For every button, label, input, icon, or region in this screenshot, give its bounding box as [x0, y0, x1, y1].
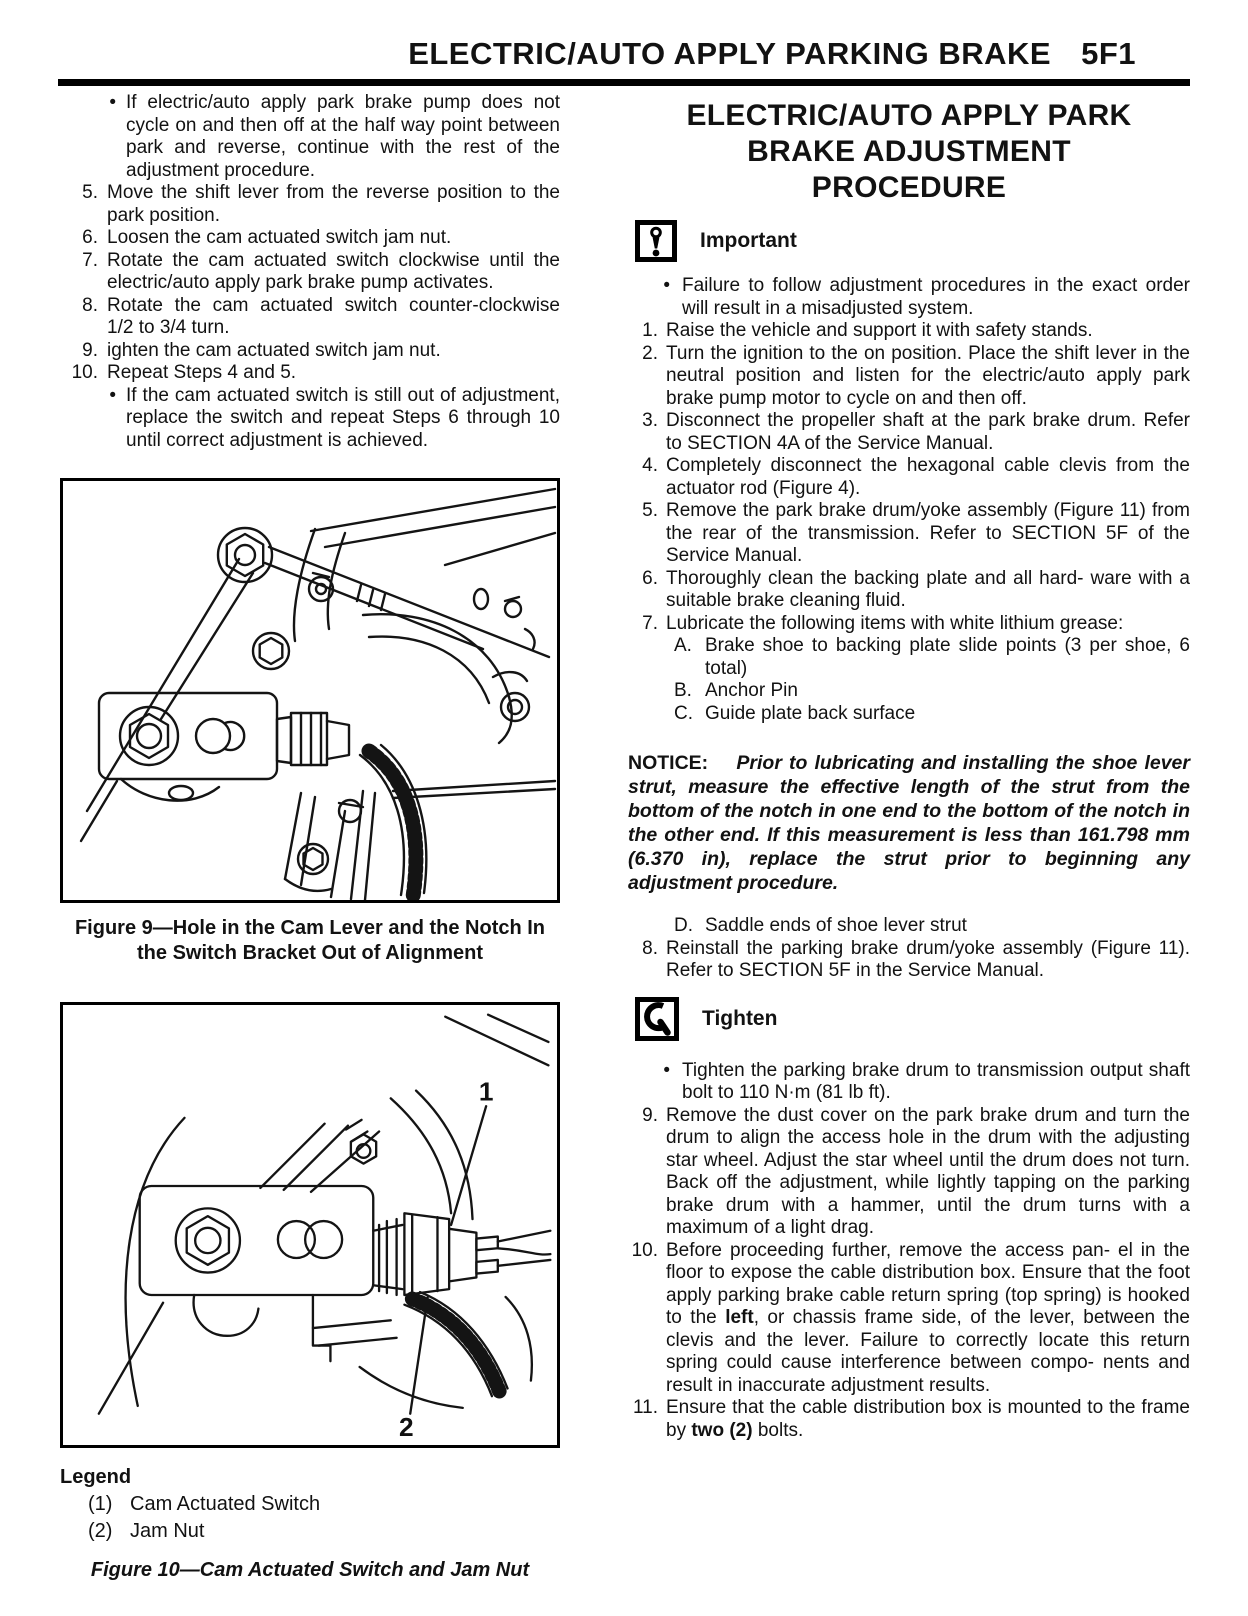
figure9-caption-line2: the Switch Bracket Out of Alignment	[137, 942, 483, 964]
list-item-text: Lubricate the following items with white lithium grease:	[666, 612, 1124, 634]
item-number: 10.	[631, 1239, 658, 1261]
item-letter: D.	[674, 915, 693, 936]
header-rule	[58, 79, 1190, 86]
list-item	[628, 1397, 1190, 1442]
figure9-caption	[60, 916, 560, 966]
figure9-box	[60, 478, 560, 903]
list-item	[628, 1105, 1190, 1240]
page-header	[0, 0, 1248, 72]
list-item	[60, 340, 560, 363]
section-heading-line3: PROCEDURE	[811, 171, 1007, 204]
list-item	[628, 680, 1190, 703]
legend-title: Legend	[60, 1466, 132, 1488]
figure10-box	[60, 1002, 560, 1448]
item-number: 9.	[82, 339, 98, 361]
list-item-text: Thoroughly clean the backing plate and all hard- ware with a suitable brake cleaning fluid.	[666, 567, 1190, 611]
list-item	[60, 295, 560, 340]
item-number: 5.	[82, 182, 98, 203]
figure10-callout-1: 1	[478, 1076, 494, 1107]
legend-item	[60, 1491, 560, 1518]
list-item	[60, 92, 560, 182]
notice-text: Prior to lubricating and installing the shoe lever strut, measure the effective length of the strut from the bottom of the notch in one end to the bottom of the notch in the other end. If this measurement is less than 161.798 mm (6.370 in), replace the strut prior to beginning any adjustment procedure.	[628, 752, 1190, 894]
figure9-caption-line1: Figure 9—Hole in the Cam Lever and the Notch In	[74, 917, 546, 939]
figure9-drawing	[63, 481, 557, 900]
item-number: 7.	[642, 612, 658, 634]
list-item	[628, 1240, 1190, 1398]
item-letter: C.	[674, 702, 693, 724]
item-number: 7.	[82, 249, 98, 271]
figure10-callout-2: 2	[399, 1412, 414, 1439]
list-item	[628, 613, 1190, 636]
legend-item	[60, 1518, 560, 1545]
list-item-text: Rotate the cam actuated switch clockwise until the electric/auto apply park brake pump activates.	[107, 249, 560, 293]
legend-item-number: (2)	[88, 1520, 113, 1542]
item-number: 6.	[642, 567, 658, 589]
notice-label: NOTICE:	[628, 752, 709, 774]
list-item	[60, 362, 560, 385]
item-letter: A.	[674, 635, 692, 656]
list-item	[628, 915, 1190, 938]
bullet-marker: •	[663, 275, 670, 296]
list-item-text: Ensure that the cable distribution box is mounted to the frame by two (2) bolts.	[666, 1397, 1190, 1441]
list-item	[628, 938, 1190, 983]
list-item-text: Tighten the parking brake drum to transmission output shaft bolt to 110 N·m (81 lb ft).	[682, 1059, 1190, 1103]
list-item-text: Remove the dust cover on the park brake drum and turn the drum to align the access hole in the drum with the adjusting star wheel. Adjust the star wheel until the drum does not turn. Back off the adjustment, while lightly tapping on the parking brake drum with a hammer, until the drum turns with a maximum of a light drag.	[666, 1104, 1190, 1238]
figure10-legend	[60, 1464, 560, 1545]
section-heading-line2: BRAKE ADJUSTMENT	[747, 135, 1071, 168]
item-number: 2.	[642, 342, 658, 364]
item-number: 6.	[82, 227, 98, 248]
legend-item-number: (1)	[88, 1493, 113, 1515]
item-number: 5.	[642, 500, 658, 521]
list-item-text: If electric/auto apply park brake pump does not cycle on and then off at the half way point between park and reverse, continue with the rest of the adjustment procedure.	[126, 92, 560, 181]
left-column	[60, 92, 560, 1583]
list-item-text: Rotate the cam actuated switch counter-clockwise 1/2 to 3/4 turn.	[107, 294, 560, 338]
list-item-text: Turn the ignition to the on position. Place the shift lever in the neutral position and listen for the electric/auto apply park brake pump motor to cycle on and then off.	[666, 342, 1190, 409]
list-item-text: Brake shoe to backing plate slide points (3 per shoe, 6 total)	[705, 635, 1190, 679]
section-heading	[628, 98, 1190, 206]
item-number: 4.	[642, 455, 658, 476]
list-item	[628, 568, 1190, 613]
legend-item-label: Cam Actuated Switch	[130, 1493, 321, 1515]
tighten-label: Tighten	[702, 1006, 778, 1030]
bullet-marker: •	[109, 384, 116, 406]
item-number: 8.	[642, 937, 658, 959]
item-number: 8.	[82, 294, 98, 316]
list-item-text: Remove the park brake drum/yoke assembly (Figure 11) from the rear of the transmission. Refer to SECTION 5F of the Service Manual.	[666, 500, 1190, 566]
item-number: 1.	[642, 320, 658, 341]
item-number: 3.	[642, 410, 658, 431]
list-item-text: ighten the cam actuated switch jam nut.	[107, 339, 441, 361]
wrench-icon	[634, 996, 680, 1042]
list-item-text: Failure to follow adjustment procedures in the exact order will result in a misadjusted system.	[682, 275, 1190, 319]
list-item	[628, 1060, 1190, 1105]
list-item-text: Raise the vehicle and support it with safety stands.	[666, 320, 1093, 341]
section-heading-line1: ELECTRIC/AUTO APPLY PARK	[686, 99, 1132, 132]
right-column	[628, 98, 1190, 1442]
list-item-text: Saddle ends of shoe lever strut	[705, 915, 967, 936]
list-item-text: Repeat Steps 4 and 5.	[107, 362, 297, 383]
page-code: 5F1	[1081, 36, 1136, 71]
list-item-text: Completely disconnect the hexagonal cable clevis from the actuator rod (Figure 4).	[666, 455, 1190, 499]
list-item	[628, 410, 1190, 455]
list-item	[628, 343, 1190, 411]
page-title: ELECTRIC/AUTO APPLY PARKING BRAKE	[408, 36, 1052, 71]
list-item-text: Reinstall the parking brake drum/yoke assembly (Figure 11). Refer to SECTION 5F in the Service Manual.	[666, 937, 1190, 981]
list-item-text: Move the shift lever from the reverse position to the park position.	[107, 182, 560, 226]
bullet-marker: •	[109, 92, 116, 113]
item-number: 10.	[71, 362, 98, 383]
list-item	[60, 385, 560, 453]
list-item	[628, 635, 1190, 680]
tighten-callout	[634, 996, 1190, 1042]
list-item-text: Before proceeding further, remove the access pan- el in the floor to expose the cable distribution box. Ensure that the foot apply parking brake cable return spring (top spring) is hooked to the left, or chassis frame side, of the lever, between the clevis and the lever. Failure to correctly locate this return spring could cause interference between compo- nents and result in inaccurate adjustment results.	[666, 1239, 1190, 1396]
bullet-marker: •	[663, 1059, 670, 1081]
list-item	[628, 500, 1190, 568]
figure10-caption: Figure 10—Cam Actuated Switch and Jam Nut	[90, 1559, 530, 1581]
list-item-text: Guide plate back surface	[705, 702, 916, 724]
list-item-text: Anchor Pin	[705, 680, 798, 701]
important-label: Important	[700, 229, 797, 252]
list-item	[628, 320, 1190, 343]
list-item	[60, 227, 560, 250]
list-item-text: Loosen the cam actuated switch jam nut.	[107, 227, 452, 248]
important-callout	[634, 219, 1190, 263]
list-item	[628, 703, 1190, 726]
list-item	[628, 275, 1190, 320]
notice-paragraph	[628, 751, 1190, 895]
item-number: 9.	[642, 1104, 658, 1126]
list-item	[60, 182, 560, 227]
item-letter: B.	[674, 680, 692, 701]
list-item	[628, 455, 1190, 500]
list-item	[60, 250, 560, 295]
item-number: 11.	[632, 1397, 658, 1418]
figure10-drawing	[63, 1005, 557, 1439]
list-item-text: Disconnect the propeller shaft at the park brake drum. Refer to SECTION 4A of the Service Manual.	[666, 410, 1190, 454]
legend-item-label: Jam Nut	[130, 1520, 205, 1542]
list-item-text: If the cam actuated switch is still out of adjustment, replace the switch and repeat Steps 6 through 10 until correct adjustment is achieved.	[126, 384, 560, 451]
important-icon	[634, 219, 678, 263]
